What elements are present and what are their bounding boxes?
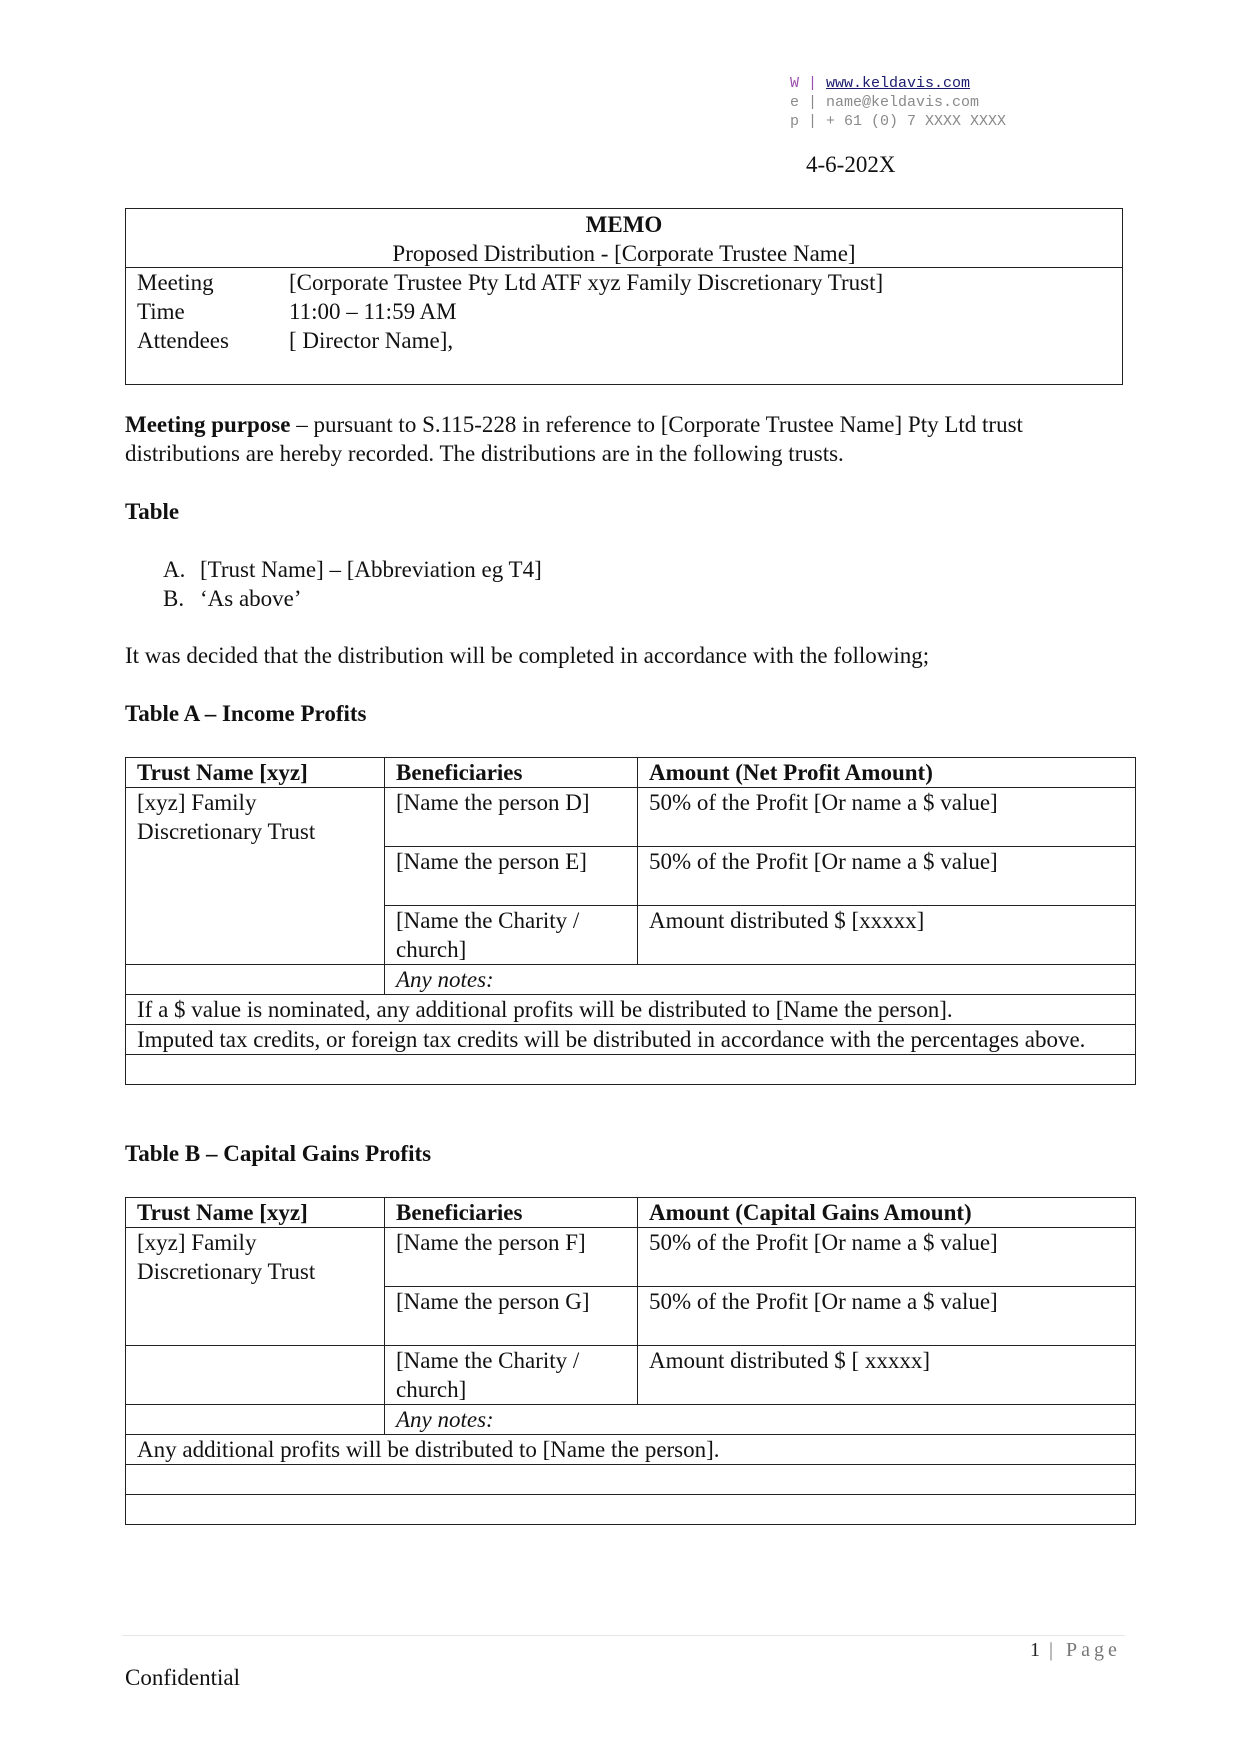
footer-cell: Imputed tax credits, or foreign tax credits will be distributed in accordance with the percentages above. xyxy=(126,1025,1136,1055)
memo-date: 4-6-202X xyxy=(806,152,896,177)
empty-cell xyxy=(126,1495,1136,1525)
memo-value: [ Director Name], xyxy=(289,328,454,353)
memo-row-attendees xyxy=(137,326,1122,355)
contact-email-row xyxy=(790,93,1006,112)
table-footer-row xyxy=(126,1025,1136,1055)
memo-value: 11:00 – 11:59 AM xyxy=(289,299,457,324)
table-footer-row xyxy=(126,1435,1136,1465)
memo-label: Attendees xyxy=(137,328,229,353)
memo-row-time xyxy=(137,297,1122,326)
amount-cell: 50% of the Profit [Or name a $ value] xyxy=(638,788,1136,847)
table-header-row xyxy=(126,758,1136,788)
table-row xyxy=(126,788,1136,847)
table-heading: Table xyxy=(125,499,180,524)
amount-cell: 50% of the Profit [Or name a $ value] xyxy=(638,1287,1136,1346)
memo-row-meeting xyxy=(137,268,1122,297)
memo-label: Time xyxy=(137,299,185,324)
table-b-capital-gains xyxy=(125,1197,1136,1525)
trust-list xyxy=(163,555,542,613)
table-b-heading: Table B – Capital Gains Profits xyxy=(125,1141,432,1166)
list-text: ‘As above’ xyxy=(200,586,302,611)
contact-phone-row xyxy=(790,112,1006,131)
memo-title: MEMO xyxy=(585,212,663,237)
header-amount: Amount (Net Profit Amount) xyxy=(638,758,1136,788)
contact-web-row xyxy=(790,74,1006,93)
contact-phone-prefix: p | xyxy=(790,113,818,130)
table-row xyxy=(126,1228,1136,1287)
table-a-heading: Table A – Income Profits xyxy=(125,701,367,726)
contact-block xyxy=(790,74,1006,131)
trust-name-cell: [xyz] Family Discretionary Trust xyxy=(126,1228,385,1346)
meeting-purpose-paragraph xyxy=(125,410,1125,468)
contact-email: name@keldavis.com xyxy=(826,94,980,111)
trust-name-cell: [xyz] Family Discretionary Trust xyxy=(126,788,385,965)
memo-heading xyxy=(126,209,1122,268)
table-header-row xyxy=(126,1198,1136,1228)
table-row xyxy=(126,1346,1136,1405)
footer-cell: Any additional profits will be distributed to [Name the person]. xyxy=(126,1435,1136,1465)
empty-cell xyxy=(126,1346,385,1405)
meeting-purpose-label: Meeting purpose xyxy=(125,412,291,437)
beneficiary-cell: [Name the person D] xyxy=(385,788,638,847)
notes-cell: Any notes: xyxy=(385,965,1136,995)
contact-web-link[interactable]: www.keldavis.com xyxy=(826,75,971,92)
list-item xyxy=(163,555,542,584)
table-footer-row xyxy=(126,995,1136,1025)
amount-cell: 50% of the Profit [Or name a $ value] xyxy=(638,847,1136,906)
amount-cell: Amount distributed $ [xxxxx] xyxy=(638,906,1136,965)
empty-row xyxy=(126,1465,1136,1495)
table-a-income-profits xyxy=(125,757,1136,1085)
memo-label: Meeting xyxy=(137,270,214,295)
empty-row xyxy=(126,1495,1136,1525)
amount-cell: Amount distributed $ [ xxxxx] xyxy=(638,1346,1136,1405)
page-number-value: 1 xyxy=(1030,1639,1040,1661)
beneficiary-cell: [Name the person G] xyxy=(385,1287,638,1346)
list-text: [Trust Name] – [Abbreviation eg T4] xyxy=(200,557,542,582)
beneficiary-cell: [Name the person F] xyxy=(385,1228,638,1287)
empty-cell xyxy=(126,1405,385,1435)
list-letter: A. xyxy=(163,557,186,582)
memo-header-box xyxy=(125,208,1123,385)
header-beneficiaries: Beneficiaries xyxy=(385,758,638,788)
confidential-label: Confidential xyxy=(125,1665,240,1690)
memo-subtitle: Proposed Distribution - [Corporate Trustee Name] xyxy=(392,241,856,266)
header-amount: Amount (Capital Gains Amount) xyxy=(638,1198,1136,1228)
empty-cell xyxy=(126,1465,1136,1495)
notes-row xyxy=(126,965,1136,995)
list-letter: B. xyxy=(163,586,185,611)
notes-cell: Any notes: xyxy=(385,1405,1136,1435)
page-separator: | xyxy=(1040,1639,1067,1661)
beneficiary-cell: [Name the Charity / church] xyxy=(385,906,638,965)
footer-cell: If a $ value is nominated, any additional profits will be distributed to [Name the person]. xyxy=(126,995,1136,1025)
decision-text: It was decided that the distribution will be completed in accordance with the following; xyxy=(125,643,930,668)
footer-divider xyxy=(122,1635,1125,1636)
header-trust-name: Trust Name [xyz] xyxy=(126,758,385,788)
beneficiary-cell: [Name the Charity / church] xyxy=(385,1346,638,1405)
empty-cell xyxy=(126,965,385,995)
beneficiary-cell: [Name the person E] xyxy=(385,847,638,906)
notes-row xyxy=(126,1405,1136,1435)
meeting-purpose-text: – pursuant to S.115-228 in reference to [Corporate Trustee Name] Pty Ltd trust distributions are hereby recorded. The distributions are in the following trusts. xyxy=(125,412,1023,466)
empty-row xyxy=(126,1055,1136,1085)
contact-phone: + 61 (0) 7 XXXX XXXX xyxy=(826,113,1007,130)
contact-email-prefix: e | xyxy=(790,94,818,111)
amount-cell: 50% of the Profit [Or name a $ value] xyxy=(638,1228,1136,1287)
list-item xyxy=(163,584,542,613)
memo-details xyxy=(126,268,1122,355)
memo-value: [Corporate Trustee Pty Ltd ATF xyz Family Discretionary Trust] xyxy=(289,270,884,295)
empty-cell xyxy=(126,1055,1136,1085)
contact-web-prefix: W | xyxy=(790,75,818,92)
page-label: Page xyxy=(1066,1639,1121,1661)
header-trust-name: Trust Name [xyz] xyxy=(126,1198,385,1228)
header-beneficiaries: Beneficiaries xyxy=(385,1198,638,1228)
page-number xyxy=(1030,1636,1121,1665)
